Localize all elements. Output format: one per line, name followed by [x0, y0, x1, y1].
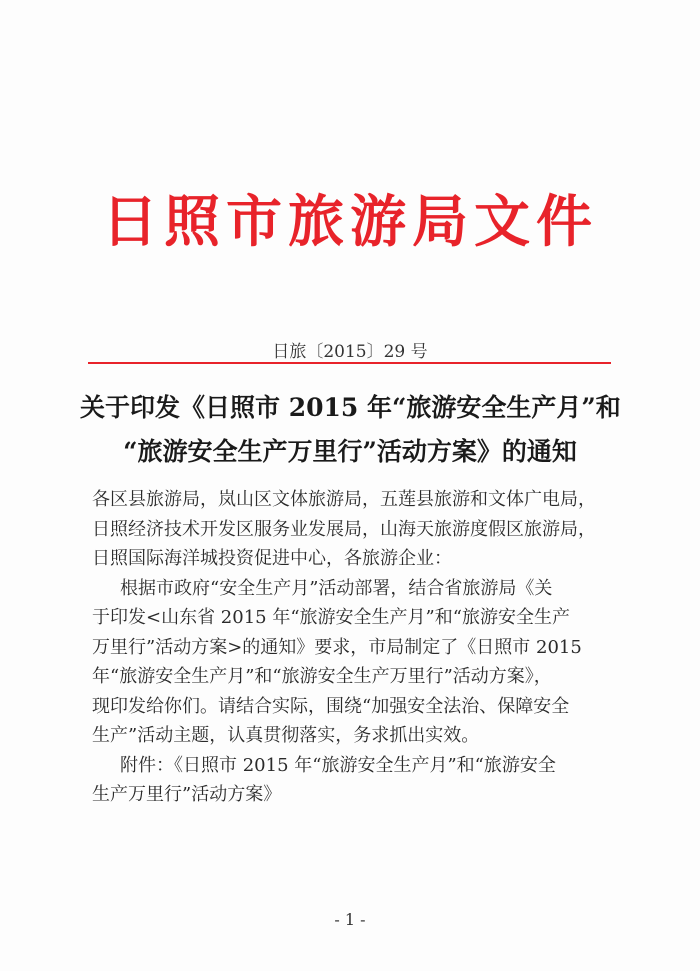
paragraph-line: 年“旅游安全生产月”和“旅游安全生产万里行”活动方案》，: [92, 666, 552, 687]
notice-title-line: “旅游安全生产万里行”活动方案》的通知: [123, 437, 577, 466]
attachment-line: 附件：《日照市 2015 年“旅游安全生产月”和“旅游安全: [120, 754, 556, 776]
paragraph-line: 根据市政府“安全生产月”活动部署，结合省旅游局《关: [120, 577, 553, 599]
paragraph-line: 万里行”活动方案>的通知》要求，市局制定了《日照市 2015: [92, 636, 582, 658]
page-number: - 1 -: [334, 910, 366, 929]
paragraph-line: 于印发<山东省 2015 年“旅游安全生产月”和“旅游安全生产: [92, 607, 570, 628]
document-header-title: 日照市旅游局文件: [102, 190, 598, 255]
document-number: 日旅〔2015〕29 号: [272, 342, 428, 362]
paragraph-line: 现印发给你们。请结合实际，围绕“加强安全法治、保障安全: [92, 695, 570, 717]
notice-body: [92, 485, 617, 810]
recipients-line: 各区县旅游局，岚山区文体旅游局，五莲县旅游和文体广电局，: [92, 489, 596, 510]
notice-title: [80, 386, 620, 474]
recipients-line: 日照经济技术开发区服务业发展局，山海天旅游度假区旅游局，: [92, 518, 596, 540]
notice-title-line: 关于印发《日照市 2015 年“旅游安全生产月”和: [80, 393, 621, 422]
recipients-line: 日照国际海洋城投资促进中心，各旅游企业：: [92, 548, 452, 569]
red-separator-line: [88, 362, 611, 364]
attachment-line: 生产万里行”活动方案》: [92, 784, 282, 805]
paragraph-line: 生产”活动主题，认真贯彻落实，务求抓出实效。: [92, 725, 480, 746]
